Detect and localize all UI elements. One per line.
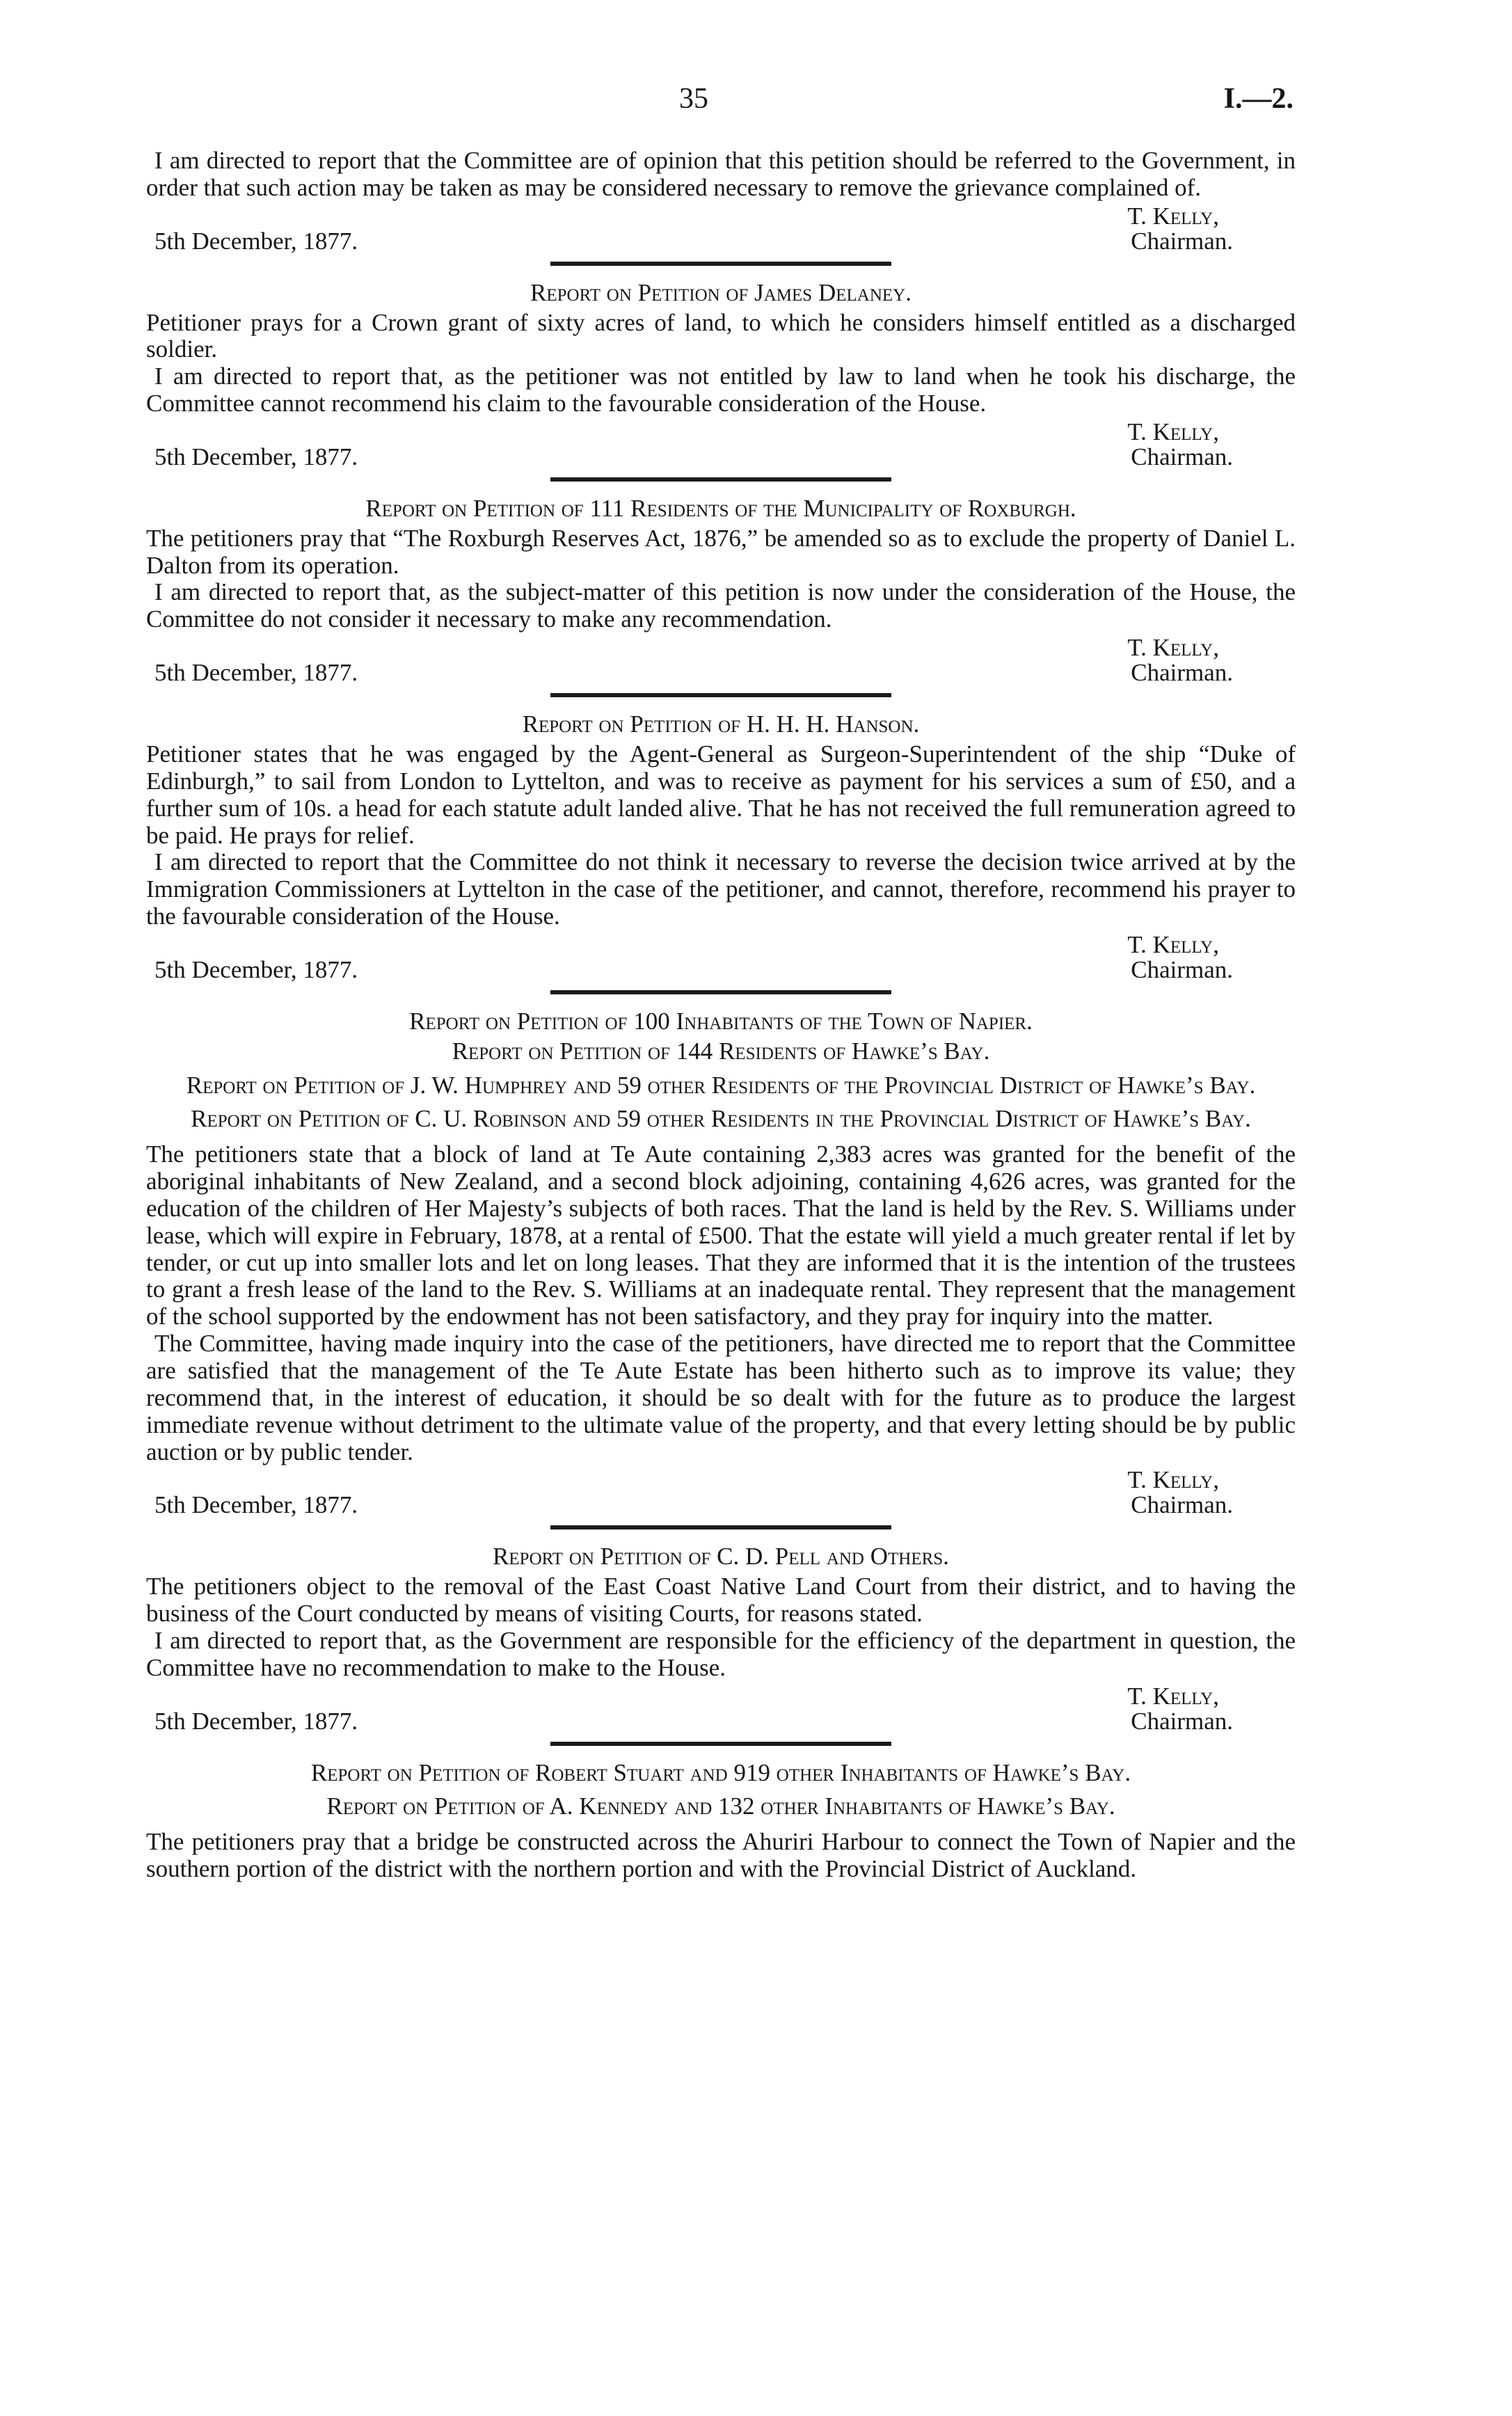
signatory-role: Chairman. (1131, 1707, 1233, 1735)
report-section (146, 1543, 1296, 1745)
report-date: 5th December, 1877. (154, 227, 358, 255)
report-title: Report on Petition of 111 Residents of the Municipality of Roxburgh. (365, 494, 1076, 522)
paragraph: I am directed to report that, as the subject-matter of this petition is now under the consideration of the House, the Committee do not consider it necessary to make any recommendation. (146, 578, 1296, 633)
paragraph: The petitioners pray that a bridge be constructed across the Ahuriri Harbour to connect the Town of Napier and the southern portion of the district with the northern portion and with the Provincial District of Auckland. (146, 1828, 1296, 1883)
report-section (146, 495, 1296, 697)
section-divider (550, 477, 891, 482)
signatory-role: Chairman. (1131, 443, 1233, 470)
signatory-role: Chairman. (1131, 955, 1233, 983)
paragraph: I am directed to report that the Committee are of opinion that this petition should be referred to the Government, in order that such action may be taken as may be considered necessary to remove the grievance complained of. (146, 147, 1296, 201)
section-divider (550, 262, 891, 266)
report-title: Report on Petition of H. H. H. Hanson. (522, 710, 920, 738)
report-title: Report on Petition of 144 Residents of Hawke’s Bay. (452, 1037, 990, 1065)
signature-block (146, 1683, 1296, 1736)
report-date: 5th December, 1877. (154, 1491, 358, 1519)
paragraph: The petitioners object to the removal of the East Coast Native Land Court from their district, and to having the business of the Court conducted by means of visiting Courts, for reasons stated. (146, 1573, 1296, 1628)
report-section (146, 1760, 1296, 1883)
signatory-name: T. Kelly, (1127, 1466, 1219, 1494)
signatory-name: T. Kelly, (1127, 930, 1219, 958)
paragraph: I am directed to report that, as the Government are responsible for the efficiency of the department in question, the Committee have no recommendation to make to the House. (146, 1626, 1296, 1681)
signatory-role: Chairman. (1131, 1491, 1233, 1519)
report-section (146, 711, 1296, 994)
signature-block (146, 1467, 1296, 1520)
report-date: 5th December, 1877. (154, 659, 358, 687)
signature-block (146, 419, 1296, 472)
report-title: Report on Petition of 100 Inhabitants of the Town of Napier. (409, 1007, 1033, 1035)
report-section (146, 280, 1296, 482)
signatory-name: T. Kelly, (1127, 202, 1219, 230)
section-divider (550, 1525, 891, 1529)
signature-block (146, 203, 1296, 256)
page-number: 35 (679, 83, 708, 115)
report-title: Report on Petition of C. U. Robinson and 59 other Residents in the Provincial District of Hawke’s Bay. (191, 1105, 1251, 1133)
paper-reference: I.—2. (1223, 83, 1294, 115)
document-body (146, 148, 1296, 1883)
paragraph: The petitioners state that a block of land at Te Aute containing 2,383 acres was granted for the benefit of the aboriginal inhabitants of New Zealand, and a second block adjoining, containing 4,626 acres, was granted for the education of the children of Her Majesty’s subjects of both races. That the land is held by the Rev. S. Williams under lease, which will expire in February, 1878, at a rental of £500. That the estate will yield a much greater rental if let by tender, or cut up into smaller lots and let on long leases. That they are informed that it is the intention of the trustees to grant a fresh lease of the land to the Rev. S. Williams at an inadequate rental. They represent that the management of the school supported by the endowment has not been satisfactory, and they pray for inquiry into the matter. (146, 1141, 1296, 1330)
report-section (146, 1008, 1296, 1530)
report-title: Report on Petition of J. W. Humphrey and 59 other Residents of the Provincial District of Hawke’s Bay. (186, 1071, 1256, 1099)
page-header (0, 82, 1512, 124)
signature-block (146, 932, 1296, 985)
report-date: 5th December, 1877. (154, 955, 358, 983)
section-divider (550, 990, 891, 994)
paragraph: Petitioner states that he was engaged by the Agent-General as Surgeon-Superintendent of the ship “Duke of Edinburgh,” to sail from London to Lyttelton, and was to receive as payment for his services a sum of £50, and a further sum of 10s. a head for each statute adult landed alive. That he has not received the full remuneration agreed to be paid. He prays for relief. (146, 740, 1296, 849)
report-title: Report on Petition of A. Kennedy and 132 other Inhabitants of Hawke’s Bay. (326, 1793, 1115, 1820)
signatory-role: Chairman. (1131, 659, 1233, 687)
signatory-name: T. Kelly, (1127, 418, 1219, 445)
report-title: Report on Petition of Robert Stuart and 919 other Inhabitants of Hawke’s Bay. (310, 1758, 1131, 1786)
report-title: Report on Petition of James Delaney. (530, 278, 912, 306)
report-date: 5th December, 1877. (154, 443, 358, 470)
paragraph: I am directed to report that the Committee do not think it necessary to reverse the decision twice arrived at by the Immigration Commissioners at Lyttelton in the case of the petitioner, and cannot, therefore, recommend his prayer to the favourable consideration of the House. (146, 848, 1296, 930)
signatory-role: Chairman. (1131, 227, 1233, 255)
paragraph: I am directed to report that, as the petitioner was not entitled by law to land when he took his discharge, the Committee cannot recommend his claim to the favourable consideration of the House. (146, 363, 1296, 418)
signature-block (146, 635, 1296, 688)
section-divider (550, 1742, 891, 1746)
report-date: 5th December, 1877. (154, 1707, 358, 1735)
report-title: Report on Petition of C. D. Pell and Others. (493, 1543, 949, 1571)
section-divider (550, 693, 891, 697)
paragraph: The petitioners pray that “The Roxburgh Reserves Act, 1876,” be amended so as to exclude the property of Daniel L. Dalton from its operation. (146, 524, 1296, 579)
signatory-name: T. Kelly, (1127, 634, 1219, 662)
report-section (146, 148, 1296, 266)
paragraph: The Committee, having made inquiry into the case of the petitioners, have directed me to report that the Committee are satisfied that the management of the Te Aute Estate has been hitherto such as to improve its value; they recommend that, in the interest of education, it should be so dealt with for the future as to produce the largest immediate revenue without detriment to the ultimate value of the property, and that every letting should be by public auction or by public tender. (146, 1330, 1296, 1465)
signatory-name: T. Kelly, (1127, 1682, 1219, 1710)
paragraph: Petitioner prays for a Crown grant of sixty acres of land, to which he considers himself entitled as a discharged soldier. (146, 308, 1296, 363)
